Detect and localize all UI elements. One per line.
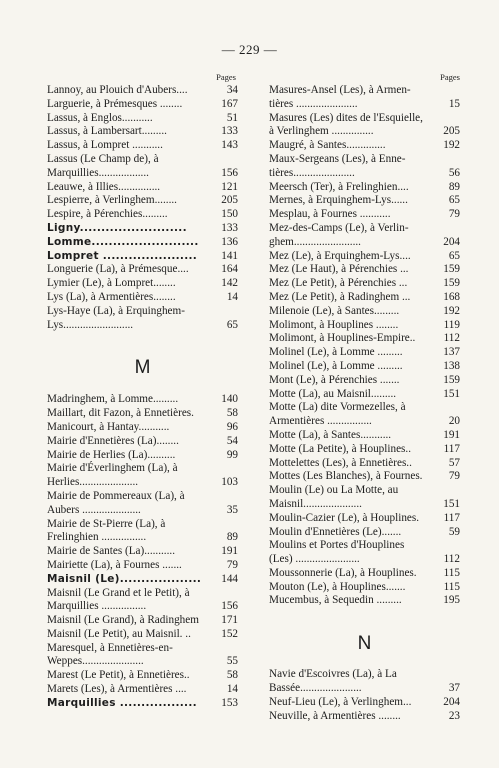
index-entry xyxy=(47,112,238,126)
index-entry xyxy=(269,457,460,471)
index-entry xyxy=(47,490,238,518)
entry-page: 156 xyxy=(221,166,238,179)
entry-page: 152 xyxy=(221,627,238,640)
index-entry xyxy=(269,319,460,333)
entry-page: 191 xyxy=(443,428,460,441)
entry-page: 159 xyxy=(443,277,460,290)
index-entry xyxy=(269,388,460,402)
entry-page: 151 xyxy=(443,387,460,400)
entry-page: 138 xyxy=(443,359,460,372)
entry-page: 57 xyxy=(448,456,460,469)
index-entry xyxy=(47,291,238,305)
entry-name: Lomme......................... xyxy=(47,235,199,248)
entry-page: 204 xyxy=(443,695,460,708)
entry-name: Lymier (Le), à Lompret........ xyxy=(47,277,176,290)
entry-page: 15 xyxy=(448,97,460,110)
entry-name: Lompret ...................... xyxy=(47,249,198,262)
entry-page: 99 xyxy=(226,448,238,461)
entry-name: Molinel (Le), à Lomme ......... xyxy=(269,359,403,372)
entry-name: Motte (La), au Maisnil......... xyxy=(269,387,397,400)
entry-name: Marquillies .................. xyxy=(47,696,197,709)
entry-name: Mernes, à Erquinghem-Lys...... xyxy=(269,194,408,207)
index-entry xyxy=(47,84,238,98)
index-entry xyxy=(47,669,238,683)
entry-page: 115 xyxy=(443,580,460,593)
entry-page: 79 xyxy=(226,558,238,571)
index-entry xyxy=(269,194,460,208)
entry-page: 159 xyxy=(443,373,460,386)
entry-name: Manicourt, à Hantay........... xyxy=(47,420,170,433)
entries-m-left xyxy=(47,393,238,710)
entry-name: Lassus, à Lambersart......... xyxy=(47,125,167,138)
entry-name: Mairiette (La), à Fournes ....... xyxy=(47,558,182,571)
index-entry xyxy=(47,236,238,250)
index-column-left xyxy=(47,70,238,711)
entry-name: Mairie d'Éverlinghem (La), à Herlies..................... xyxy=(47,462,178,489)
entry-name: Lys (La), à Armentières........ xyxy=(47,290,176,303)
index-entry xyxy=(47,208,238,222)
index-entry xyxy=(269,581,460,595)
index-entry xyxy=(269,181,460,195)
entry-page: 59 xyxy=(448,525,460,538)
entry-name: Mez (Le Petit), à Pérenchies ... xyxy=(269,277,408,290)
entry-name: Ligny......................... xyxy=(47,221,187,234)
entry-page: 205 xyxy=(443,125,460,138)
index-entry xyxy=(47,181,238,195)
index-entry xyxy=(269,443,460,457)
entry-page: 151 xyxy=(443,497,460,510)
index-entry xyxy=(269,208,460,222)
entry-name: Lassus, à Lompret ........... xyxy=(47,139,163,152)
index-entry xyxy=(47,125,238,139)
entry-name: Leauwe, à Illies............... xyxy=(47,180,161,193)
entry-name: Mairie d'Ennetières (La)........ xyxy=(47,434,179,447)
index-entry xyxy=(47,393,238,407)
entry-name: Lespire, à Pérenchies......... xyxy=(47,208,168,221)
entry-page: 89 xyxy=(226,531,238,544)
index-entry xyxy=(47,642,238,670)
entry-page: 115 xyxy=(443,566,460,579)
entries-n xyxy=(269,668,460,723)
entry-name: Molimont, à Houplines-Empire.. xyxy=(269,332,416,345)
index-entry xyxy=(47,222,238,236)
entry-page: 171 xyxy=(221,614,238,627)
entry-name: Maisnil (Le)................... xyxy=(47,572,202,585)
entry-page: 103 xyxy=(221,476,238,489)
index-entry xyxy=(47,697,238,711)
index-entry xyxy=(269,401,460,429)
entry-page: 20 xyxy=(448,415,460,428)
index-entry xyxy=(269,594,460,608)
entry-page: 112 xyxy=(443,553,460,566)
index-entry xyxy=(47,98,238,112)
entry-page: 55 xyxy=(226,655,238,668)
index-entry xyxy=(269,112,460,140)
entry-name: Molimont, à Houplines ........ xyxy=(269,318,399,331)
entry-page: 191 xyxy=(221,545,238,558)
entry-page: 79 xyxy=(448,470,460,483)
index-entry xyxy=(47,449,238,463)
section-heading-m: M xyxy=(134,357,151,379)
entry-name: Milenoie (Le), à Santes......... xyxy=(269,304,400,317)
entry-name: Mez (Le), à Erquinghem-Lys.... xyxy=(269,249,411,262)
entry-page: 153 xyxy=(221,696,238,709)
entry-page: 58 xyxy=(226,407,238,420)
index-entry xyxy=(269,470,460,484)
entry-name: Moulin (Le) ou La Motte, au Maisnil..................... xyxy=(269,484,399,510)
entry-name: Lassus (Le Champ de), à Marquillies.................. xyxy=(47,152,159,179)
index-entry xyxy=(269,710,460,724)
index-entry xyxy=(269,153,460,181)
entry-page: 58 xyxy=(226,669,238,682)
entry-name: Lespierre, à Verlinghem........ xyxy=(47,194,177,207)
entry-name: Mairie de Santes (La)........... xyxy=(47,545,175,558)
entry-name: Moulin d'Ennetières (Le)....... xyxy=(269,525,402,538)
index-entry xyxy=(47,462,238,490)
entry-name: Mairie de Pommereaux (La), à Aubers ..................... xyxy=(47,489,185,516)
index-entry xyxy=(269,277,460,291)
entries-l xyxy=(47,84,238,332)
entry-page: 54 xyxy=(226,434,238,447)
entry-page: 56 xyxy=(448,166,460,179)
entries-m-right xyxy=(269,84,460,608)
entry-page: 133 xyxy=(221,125,238,138)
entry-page: 150 xyxy=(221,208,238,221)
entry-page: 195 xyxy=(443,594,460,607)
entry-page: 164 xyxy=(221,263,238,276)
entry-page: 23 xyxy=(448,709,460,722)
entry-name: Lys-Haye (La), à Erquinghem- Lys......................... xyxy=(47,304,185,331)
entry-name: Maillart, dit Fazon, à Ennetières. xyxy=(47,407,194,420)
index-entry xyxy=(269,250,460,264)
pages-header-left: Pages xyxy=(216,72,236,82)
index-entry xyxy=(47,559,238,573)
entry-page: 205 xyxy=(221,194,238,207)
entry-page: 14 xyxy=(226,290,238,303)
index-entry xyxy=(269,539,460,567)
index-entry xyxy=(269,512,460,526)
entry-page: 37 xyxy=(448,682,460,695)
entry-page: 14 xyxy=(226,683,238,696)
entry-page: 112 xyxy=(443,332,460,345)
entry-page: 192 xyxy=(443,304,460,317)
entry-page: 143 xyxy=(221,139,238,152)
entry-name: Moulin-Cazier (Le), à Houplines. xyxy=(269,511,420,524)
entry-name: Moulins et Portes d'Houplines (Les) ....................... xyxy=(269,539,405,566)
entry-page: 89 xyxy=(448,180,460,193)
entry-name: Mez (Le Haut), à Pérenchies ... xyxy=(269,263,409,276)
entry-name: Marest (Le Petit), à Ennetières.. xyxy=(47,669,190,682)
index-entry xyxy=(269,360,460,374)
index-entry xyxy=(269,84,460,112)
entry-page: 137 xyxy=(443,346,460,359)
index-entry xyxy=(269,374,460,388)
index-entry xyxy=(269,484,460,512)
index-entry xyxy=(47,545,238,559)
entry-name: Mouton (Le), à Houplines....... xyxy=(269,580,406,593)
section-heading-n: N xyxy=(357,633,372,655)
entry-page: 133 xyxy=(221,221,238,234)
entry-name: Longuerie (La), à Prémesque.... xyxy=(47,263,189,276)
entry-name: Molinel (Le), à Lomme ......... xyxy=(269,346,403,359)
index-entry xyxy=(269,291,460,305)
index-entry xyxy=(269,263,460,277)
entry-name: Mottelettes (Les), à Ennetières.. xyxy=(269,456,412,469)
entry-name: Lannoy, au Plouich d'Aubers.... xyxy=(47,84,188,96)
entry-page: 34 xyxy=(226,84,238,96)
entry-name: Mottes (Les Blanches), à Fournes. xyxy=(269,470,423,483)
entry-name: Neuville, à Armentières ........ xyxy=(269,709,401,722)
entry-page: 121 xyxy=(221,180,238,193)
entry-page: 79 xyxy=(448,208,460,221)
entry-name: Masures (Les) dites de l'Esquielle, à Verlinghem ............... xyxy=(269,111,423,138)
index-entry xyxy=(47,573,238,587)
entry-name: Motte (La Petite), à Houplines.. xyxy=(269,442,411,455)
entry-name: Neuf-Lieu (Le), à Verlinghem... xyxy=(269,695,412,708)
index-entry xyxy=(47,435,238,449)
entry-name: Motte (La) dite Vormezelles, à Armentières ................ xyxy=(269,401,406,428)
index-entry xyxy=(47,421,238,435)
page-number: — 229 — xyxy=(221,42,278,57)
entry-page: 204 xyxy=(443,235,460,248)
entry-name: Mont (Le), à Pérenchies ....... xyxy=(269,373,400,386)
index-entry xyxy=(269,346,460,360)
entry-name: Maugré, à Santes.............. xyxy=(269,139,386,152)
entry-name: Mairie de Herlies (La).......... xyxy=(47,448,176,461)
entry-page: 141 xyxy=(221,249,238,262)
entry-name: Maisnil (Le Petit), au Maisnil. .. xyxy=(47,627,191,640)
entry-page: 144 xyxy=(221,572,238,585)
index-entry xyxy=(47,407,238,421)
entry-name: Mez (Le Petit), à Radinghem ... xyxy=(269,290,411,303)
entry-page: 156 xyxy=(221,600,238,613)
entry-page: 140 xyxy=(221,393,238,406)
index-entry xyxy=(269,668,460,696)
entry-name: Motte (La), à Santes........... xyxy=(269,428,392,441)
index-entry xyxy=(47,263,238,277)
index-column-right xyxy=(269,70,460,723)
entry-name: Larguerie, à Prémesques ........ xyxy=(47,97,183,110)
index-entry xyxy=(47,153,238,181)
pages-header-right: Pages xyxy=(440,72,460,82)
entry-page: 65 xyxy=(226,318,238,331)
entry-page: 136 xyxy=(221,235,238,248)
entry-name: Lassus, à Englos........... xyxy=(47,111,153,124)
entry-page: 65 xyxy=(448,249,460,262)
entry-page: 51 xyxy=(226,111,238,124)
index-entry xyxy=(269,139,460,153)
index-entry xyxy=(47,614,238,628)
index-entry xyxy=(269,332,460,346)
entry-name: Meersch (Ter), à Frelinghien.... xyxy=(269,180,409,193)
entry-page: 96 xyxy=(226,420,238,433)
entry-name: Mesplau, à Fournes ........... xyxy=(269,208,391,221)
entry-page: 117 xyxy=(443,442,460,455)
index-entry xyxy=(47,139,238,153)
index-entry xyxy=(47,277,238,291)
index-entry xyxy=(47,305,238,333)
entry-page: 159 xyxy=(443,263,460,276)
entry-page: 117 xyxy=(443,511,460,524)
index-entry xyxy=(269,222,460,250)
index-entry xyxy=(47,683,238,697)
index-entry xyxy=(269,567,460,581)
entry-name: Navie d'Escoivres (La), à La Bassée...................... xyxy=(269,668,397,695)
entry-name: Maisnil (Le Grand), à Radinghem xyxy=(47,614,199,627)
entry-page: 168 xyxy=(443,290,460,303)
index-entry xyxy=(47,628,238,642)
entry-page: 192 xyxy=(443,139,460,152)
index-entry xyxy=(47,518,238,546)
index-entry xyxy=(269,526,460,540)
entry-page: 65 xyxy=(448,194,460,207)
entry-name: Mairie de St-Pierre (La), à Frelinghien ................ xyxy=(47,517,166,544)
entry-name: Maisnil (Le Grand et le Petit), à Marquillies ................ xyxy=(47,586,190,613)
entry-name: Maresquel, à Ennetières-en- Weppes...................... xyxy=(47,641,173,668)
entry-page: 142 xyxy=(221,277,238,290)
index-entry xyxy=(269,305,460,319)
entry-name: Madringhem, à Lomme......... xyxy=(47,393,179,406)
index-entry xyxy=(47,587,238,615)
entry-name: Marets (Les), à Armentières .... xyxy=(47,683,187,696)
entry-name: Mucembus, à Sequedin ......... xyxy=(269,594,402,607)
entry-page: 35 xyxy=(226,503,238,516)
index-entry xyxy=(47,250,238,264)
index-entry xyxy=(269,696,460,710)
entry-name: Mez-des-Camps (Le), à Verlin- ghem........................ xyxy=(269,221,409,248)
index-entry xyxy=(269,429,460,443)
entry-name: Maux-Sergeans (Les), à Enne- tières...................... xyxy=(269,152,406,179)
entry-page: 119 xyxy=(443,318,460,331)
entry-name: Masures-Ansel (Les), à Armen- tières ...................... xyxy=(269,84,411,110)
entry-name: Moussonnerie (La), à Houplines. xyxy=(269,566,417,579)
index-entry xyxy=(47,194,238,208)
entry-page: 167 xyxy=(221,97,238,110)
